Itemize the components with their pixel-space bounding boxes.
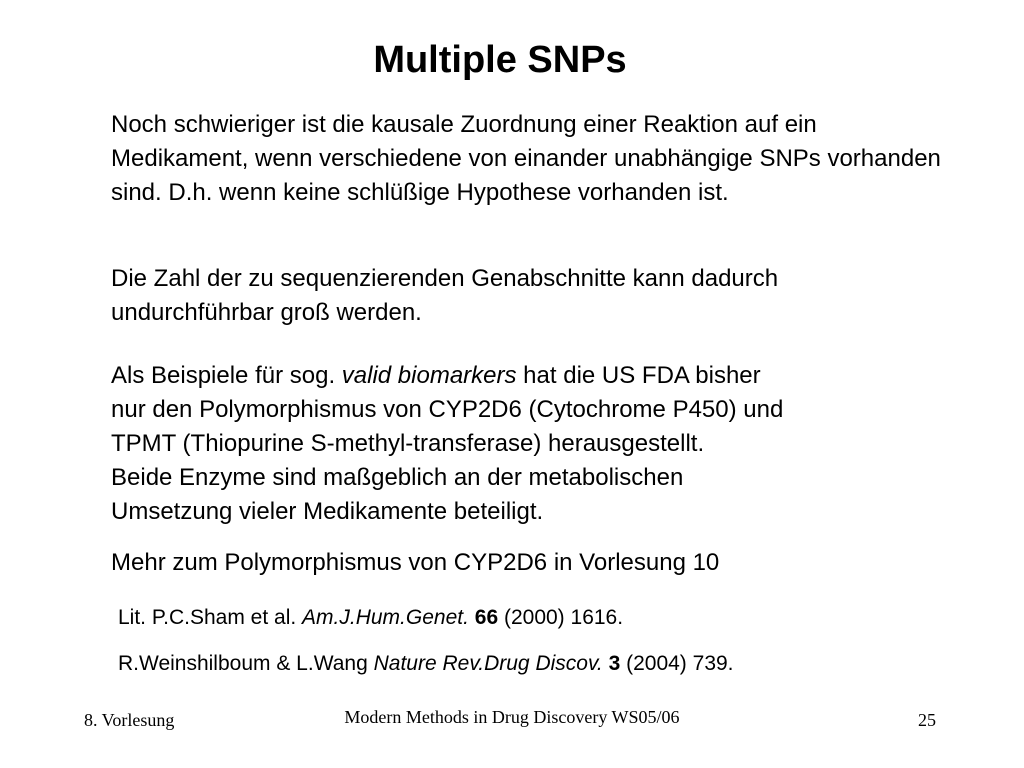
paragraph-line: Die Zahl der zu sequenzierenden Genabschnitte kann dadurch xyxy=(111,265,779,292)
paragraph-line xyxy=(111,359,941,393)
footer-course-title: Modern Methods in Drug Discovery WS05/06 xyxy=(344,707,680,727)
paragraph-sequencing xyxy=(111,262,941,330)
reference-year-page: (2004) 739. xyxy=(620,652,734,675)
paragraph-biomarkers xyxy=(111,359,941,529)
text-run: hat die US FDA bisher xyxy=(516,362,761,389)
footer-page-number: 25 xyxy=(918,710,936,730)
italic-term: valid biomarkers xyxy=(341,362,517,389)
paragraph-line: TPMT (Thiopurine S-methyl-transferase) herausgestellt. xyxy=(111,430,705,457)
paragraph-line: nur den Polymorphismus von CYP2D6 (Cytochrome P450) und xyxy=(111,396,784,423)
paragraph-line: Umsetzung vieler Medikamente beteiligt. xyxy=(111,498,544,525)
footer-lecture-label: 8. Vorlesung xyxy=(84,710,175,730)
paragraph-more-info xyxy=(111,546,941,580)
reference-year-page: (2000) 1616. xyxy=(498,606,624,629)
paragraph-text: Mehr zum Polymorphismus von CYP2D6 in Vorlesung 10 xyxy=(111,549,720,576)
text-run: Als Beispiele für sog. xyxy=(111,362,342,389)
reference-journal: Am.J.Hum.Genet. xyxy=(302,606,469,629)
slide-title: Multiple SNPs xyxy=(373,39,627,81)
reference-volume: 66 xyxy=(474,606,499,629)
reference-1 xyxy=(118,604,938,632)
reference-authors: R.Weinshilboum & L.Wang xyxy=(118,652,374,675)
reference-volume: 3 xyxy=(608,652,621,675)
paragraph-multiple-snps xyxy=(111,108,941,210)
reference-2 xyxy=(118,650,938,678)
reference-journal: Nature Rev.Drug Discov. xyxy=(373,652,603,675)
paragraph-line: Beide Enzyme sind maßgeblich an der metabolischen xyxy=(111,464,684,491)
reference-authors: Lit. P.C.Sham et al. xyxy=(118,606,303,629)
paragraph-line: undurchführbar groß werden. xyxy=(111,299,422,326)
paragraph-text: Noch schwieriger ist die kausale Zuordnung einer Reaktion auf ein Medikament, wenn verschiedene von einander unabhängige SNPs vorhanden sind. D.h. wenn keine schlüßige Hypothese vorhanden ist. xyxy=(111,111,941,206)
